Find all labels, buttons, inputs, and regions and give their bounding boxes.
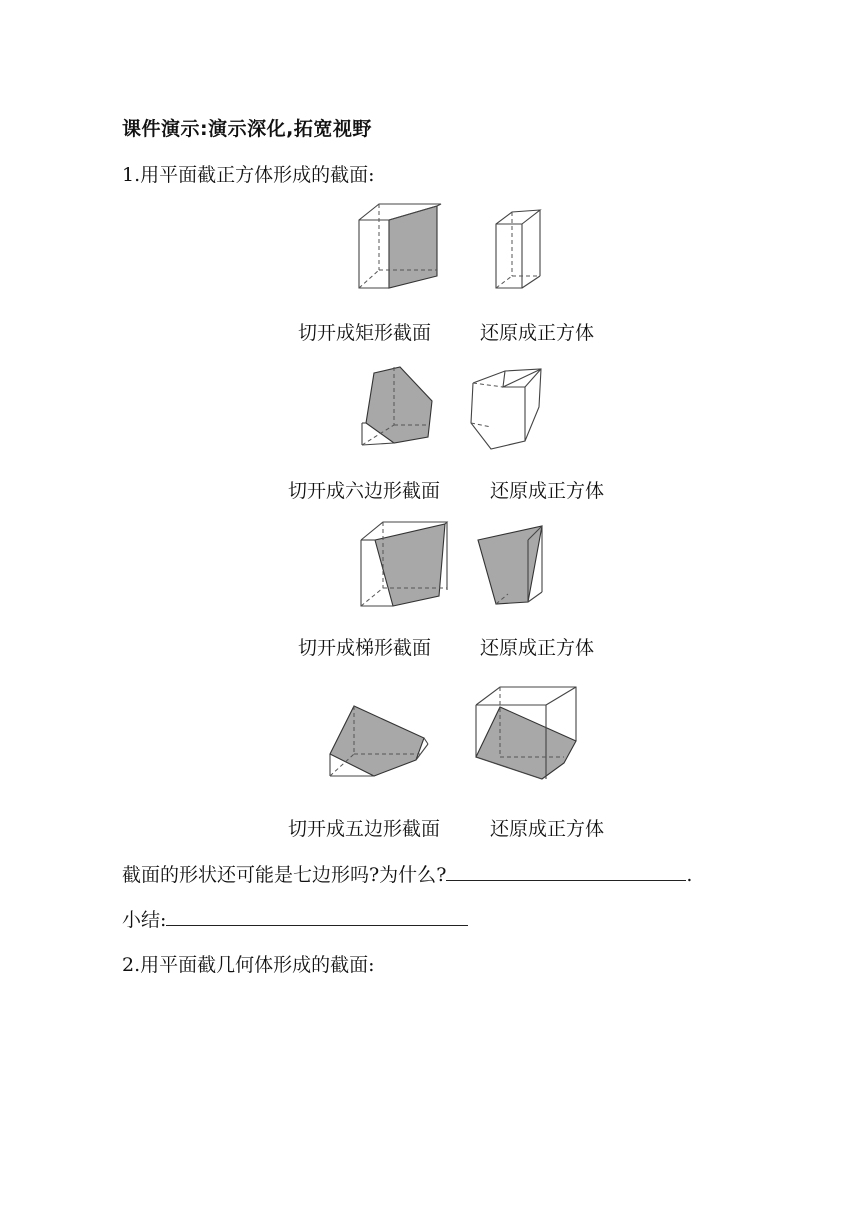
summary-blank[interactable]	[166, 907, 468, 926]
caption-pentagon-restored: 还原成正方体	[490, 818, 605, 840]
question-1-title: 1.用平面截正方体形成的截面:	[122, 164, 375, 186]
caption-rectangle-restored: 还原成正方体	[480, 322, 595, 344]
summary-line	[122, 905, 468, 932]
cube-hexagon-restored-figure	[463, 367, 548, 452]
cube-pentagon-section-figure	[326, 700, 436, 785]
section-heading: 课件演示:演示深化,拓宽视野	[122, 118, 372, 140]
caption-pentagon-section: 切开成五边形截面	[288, 818, 441, 840]
question-period: .	[686, 864, 693, 886]
heptagon-question-text: 截面的形状还可能是七边形吗?为什么?	[122, 864, 447, 886]
caption-rectangle-section: 切开成矩形截面	[298, 322, 432, 344]
cube-trapezoid-restored-figure	[474, 522, 546, 607]
cube-trapezoid-section-figure	[357, 518, 452, 613]
caption-hexagon-section: 切开成六边形截面	[288, 480, 441, 502]
caption-hexagon-restored: 还原成正方体	[490, 480, 605, 502]
summary-label: 小结:	[122, 909, 167, 931]
answer-blank[interactable]	[446, 862, 686, 881]
heptagon-question	[122, 860, 692, 887]
cube-pentagon-restored-figure	[472, 683, 582, 783]
cube-rectangle-section-figure	[355, 200, 450, 295]
question-2-title: 2.用平面截几何体形成的截面:	[122, 954, 375, 976]
cube-hexagon-section-figure	[358, 363, 443, 448]
caption-trapezoid-restored: 还原成正方体	[480, 637, 595, 659]
cube-rectangle-restored-figure	[492, 208, 547, 293]
caption-trapezoid-section: 切开成梯形截面	[298, 637, 432, 659]
